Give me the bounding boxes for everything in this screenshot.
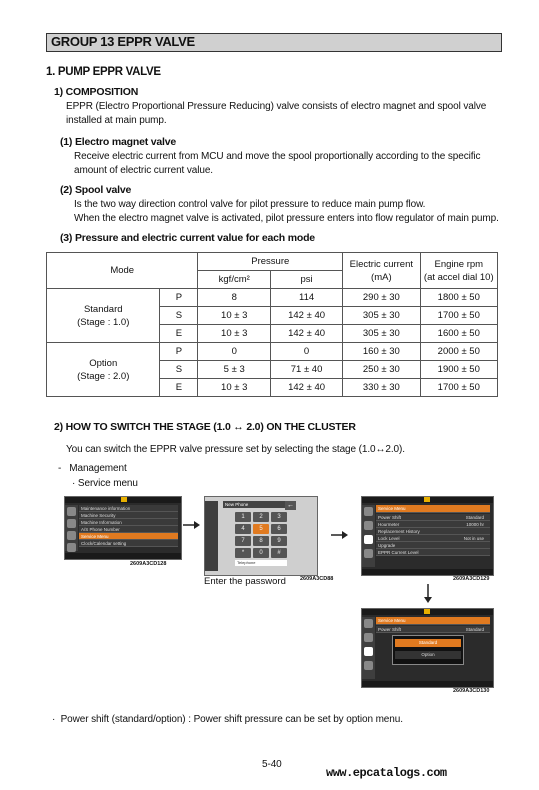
home-icon — [424, 497, 430, 502]
menu-item-power-shift[interactable]: Power Shift Standard — [376, 626, 490, 633]
table-cell: 10 ± 3 — [198, 307, 271, 325]
group-title: GROUP 13 EPPR VALVE — [51, 34, 195, 49]
table-cell: 290 ± 30 — [343, 289, 420, 307]
composition-title: 1) COMPOSITION — [54, 86, 139, 98]
header-current: Electric current (mA) — [343, 253, 420, 289]
wrench-icon — [67, 507, 76, 516]
table-cell: 305 ± 30 — [343, 325, 420, 343]
key-9[interactable]: 9 — [271, 536, 287, 546]
screenshot-password-keypad — [204, 496, 318, 576]
table-cell: 1600 ± 50 — [420, 325, 497, 343]
key-1[interactable]: 1 — [235, 512, 251, 522]
pressure-table — [46, 252, 498, 397]
wrench-icon — [364, 507, 373, 516]
table-cell: 160 ± 30 — [343, 343, 420, 361]
key-2[interactable]: 2 — [253, 512, 269, 522]
header-kgf: kgf/cm² — [198, 271, 271, 289]
header-mode: Mode — [47, 253, 198, 289]
caption-4: 2609A3CD130 — [453, 688, 490, 694]
service-menu-label: · Service menu — [72, 478, 138, 489]
lock-icon — [67, 519, 76, 528]
service-menu-title: Service Menu — [376, 617, 490, 625]
table-cell: 250 ± 30 — [343, 361, 420, 379]
clock-icon — [364, 549, 373, 558]
gear-icon — [67, 531, 76, 540]
table-cell: 305 ± 30 — [343, 307, 420, 325]
option-standard[interactable]: Standard — [395, 639, 461, 647]
header-pressure: Pressure — [198, 253, 343, 271]
menu-item-replacement[interactable]: Replacement History — [376, 528, 490, 535]
key-0[interactable]: 0 — [253, 548, 269, 558]
menu-item-service[interactable]: Service Menu — [79, 533, 178, 540]
option-option[interactable]: Option — [395, 651, 461, 659]
arrow-right-icon — [183, 520, 201, 530]
magnet-title: (1) Electro magnet valve — [60, 136, 176, 148]
wrench-icon — [364, 619, 373, 628]
home-icon — [424, 609, 430, 614]
power-shift-popup — [392, 635, 464, 665]
table-cell: E — [160, 325, 198, 343]
power-shift-note: · Power shift (standard/option) : Power shift pressure can be set by option menu. — [52, 714, 403, 725]
table-cell: P — [160, 289, 198, 307]
pressure-title: (3) Pressure and electric current value for each mode — [60, 232, 315, 244]
table-cell: 10 ± 3 — [198, 379, 271, 397]
menu-item-power-shift[interactable]: Power Shift Standard — [376, 514, 490, 521]
telephone-field[interactable]: Telephone — [235, 560, 287, 566]
key-5[interactable]: 5 — [253, 524, 269, 534]
magnet-text-2: amount of electric current value. — [74, 165, 213, 176]
website-url[interactable]: www.epcatalogs.com — [326, 766, 447, 780]
menu-item-upgrade[interactable]: Upgrade — [376, 542, 490, 549]
enter-password-label: Enter the password — [204, 576, 286, 587]
clock-icon — [364, 661, 373, 670]
composition-text-2: installed at main pump. — [66, 115, 167, 126]
table-cell: E — [160, 379, 198, 397]
key-hash[interactable]: # — [271, 548, 287, 558]
table-cell: 142 ± 40 — [271, 325, 343, 343]
table-cell: 1900 ± 50 — [420, 361, 497, 379]
clock-icon — [67, 543, 76, 552]
menu-item[interactable]: A/S Phone Number — [79, 526, 178, 533]
switch-stage-title: 2) HOW TO SWITCH THE STAGE (1.0 ↔ 2.0) ON THE CLUSTER — [54, 421, 356, 433]
screenshot-management-menu — [64, 496, 182, 560]
person-icon — [364, 535, 373, 544]
menu-item[interactable]: Maintenance information — [79, 505, 178, 512]
mode-option: Option (Stage : 2.0) — [47, 343, 160, 397]
header-rpm: Engine rpm (at accel dial 10) — [420, 253, 497, 289]
menu-item[interactable]: Machine Security — [79, 512, 178, 519]
section-title: 1. PUMP EPPR VALVE — [46, 66, 161, 78]
screenshot-power-shift-popup — [361, 608, 494, 688]
key-7[interactable]: 7 — [235, 536, 251, 546]
home-icon — [121, 497, 127, 502]
table-cell: 10 ± 3 — [198, 325, 271, 343]
lock-icon — [364, 521, 373, 530]
header-psi: psi — [271, 271, 343, 289]
person-icon — [364, 647, 373, 656]
table-cell: 0 — [271, 343, 343, 361]
table-cell: 5 ± 3 — [198, 361, 271, 379]
menu-item-hourmeter[interactable]: Hourmeter 10000 hr — [376, 521, 490, 528]
table-cell: 142 ± 40 — [271, 379, 343, 397]
table-cell: P — [160, 343, 198, 361]
magnet-text-1: Receive electric current from MCU and move the spool proportionally according to the specific — [74, 151, 481, 162]
table-cell: 1800 ± 50 — [420, 289, 497, 307]
group-header — [46, 33, 502, 52]
composition-text-1: EPPR (Electro Proportional Pressure Reducing) valve consists of electro magnet and spool valve — [66, 101, 487, 112]
page-number: 5-40 — [262, 759, 282, 770]
arrow-down-icon — [423, 584, 433, 604]
service-menu-title: Service Menu — [376, 505, 490, 513]
spool-text-1: Is the two way direction control valve for pilot pressure to reduce main pump flow. — [74, 199, 426, 210]
spool-title: (2) Spool valve — [60, 184, 132, 196]
switch-stage-text: You can switch the EPPR valve pressure set by selecting the stage (1.0↔2.0). — [66, 444, 405, 455]
arrow-right-icon — [331, 530, 349, 540]
caption-3: 2609A3CD129 — [453, 576, 490, 582]
key-4[interactable]: 4 — [235, 524, 251, 534]
table-cell: 1700 ± 50 — [420, 307, 497, 325]
table-cell: 8 — [198, 289, 271, 307]
key-8[interactable]: 8 — [253, 536, 269, 546]
table-cell: S — [160, 307, 198, 325]
key-star[interactable]: * — [235, 548, 251, 558]
management-label: - Management — [58, 463, 127, 474]
table-cell: 114 — [271, 289, 343, 307]
key-3[interactable]: 3 — [271, 512, 287, 522]
new-phone-label: New Phone — [223, 501, 295, 508]
table-cell: 71 ± 40 — [271, 361, 343, 379]
table-cell: 330 ± 30 — [343, 379, 420, 397]
caption-2: 2609A3CD88 — [300, 576, 334, 582]
table-cell: 0 — [198, 343, 271, 361]
menu-item[interactable]: Clock/Calendar setting — [79, 540, 178, 547]
menu-item[interactable]: Machine Information — [79, 519, 178, 526]
back-icon[interactable]: ← — [287, 502, 294, 509]
table-cell: 1700 ± 50 — [420, 379, 497, 397]
key-6[interactable]: 6 — [271, 524, 287, 534]
caption-1: 2609A3CD128 — [130, 561, 167, 567]
spool-text-2: When the electro magnet valve is activated, pilot pressure enters into flow regulator of main pump. — [74, 213, 499, 224]
lock-icon — [364, 633, 373, 642]
table-cell: 2000 ± 50 — [420, 343, 497, 361]
menu-item-eppr[interactable]: EPPR Current Level — [376, 549, 490, 556]
table-cell: 142 ± 40 — [271, 307, 343, 325]
screenshot-service-menu — [361, 496, 494, 576]
mode-standard: Standard (Stage : 1.0) — [47, 289, 160, 343]
menu-item-lock-level[interactable]: Lock Level Not in use — [376, 535, 490, 542]
table-cell: S — [160, 361, 198, 379]
